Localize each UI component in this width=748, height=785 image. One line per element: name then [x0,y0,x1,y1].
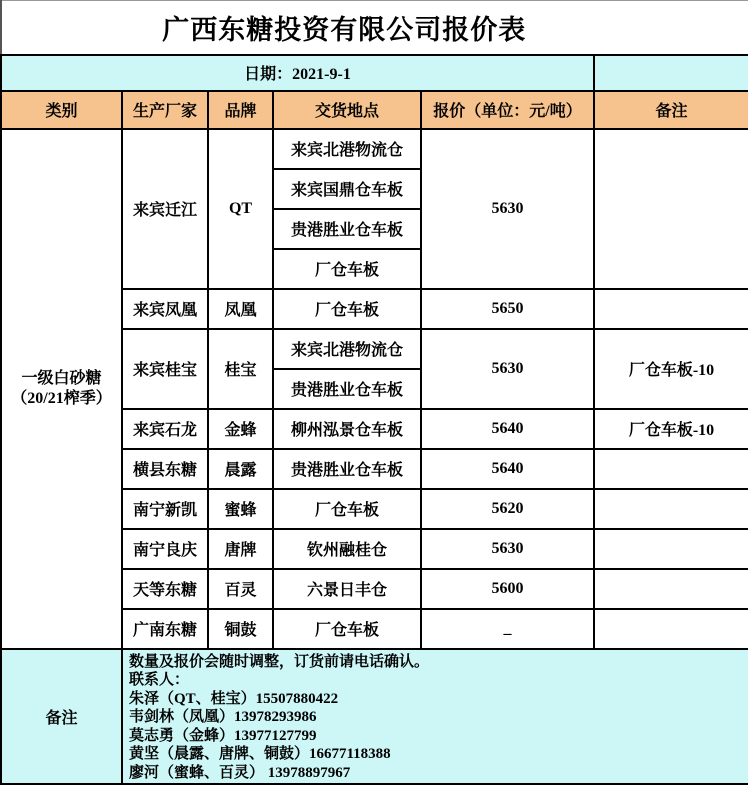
cell-remark [594,449,748,489]
cell-brand: 金蜂 [208,409,273,449]
cell-price: 5630 [421,329,594,409]
cell-manufacturer: 广南东糖 [122,609,208,649]
cell-location: 贵港胜业仓车板 [273,369,421,409]
cell-manufacturer: 来宾石龙 [122,409,208,449]
category-cell [1,129,122,649]
cell-manufacturer: 横县东糖 [122,449,208,489]
cell-brand: 百灵 [208,569,273,609]
cell-manufacturer: 南宁良庆 [122,529,208,569]
date-row [1,55,748,91]
column-header-row [1,91,748,129]
cell-remark: 厂仓车板-10 [594,329,748,409]
cell-location: 厂仓车板 [273,489,421,529]
cell-remark [594,569,748,609]
cell-price: 5620 [421,489,594,529]
cell-price: 5650 [421,289,594,329]
cell-brand: 蜜蜂 [208,489,273,529]
header-category: 类别 [1,91,122,129]
cell-price: 5630 [421,129,594,289]
cell-price: 5600 [421,569,594,609]
table-row [1,129,748,169]
cell-location: 厂仓车板 [273,249,421,289]
header-location: 交货地点 [273,91,421,129]
header-remark: 备注 [594,91,748,129]
cell-brand: 凤凰 [208,289,273,329]
cell-remark [594,489,748,529]
header-price: 报价（单位：元/吨） [421,91,594,129]
footer-note-line: 联系人： [129,672,190,689]
cell-price: 5640 [421,449,594,489]
cell-location: 厂仓车板 [273,609,421,649]
cell-location: 贵港胜业仓车板 [273,209,421,249]
cell-manufacturer: 来宾桂宝 [122,329,208,409]
cell-brand: 晨露 [208,449,273,489]
cell-manufacturer: 南宁新凯 [122,489,208,529]
cell-manufacturer: 来宾凤凰 [122,289,208,329]
header-brand: 品牌 [208,91,273,129]
category-line1: 一级白砂糖 [21,369,102,387]
header-manufacturer: 生产厂家 [122,91,208,129]
cell-location: 钦州融桂仓 [273,529,421,569]
cell-brand: QT [208,129,273,289]
cell-brand: 铜鼓 [208,609,273,649]
date-label: 日期：2021-9-1 [1,55,594,91]
footer-note-line: 廖河（蜜蜂、百灵） 13978897967 [129,765,351,782]
footer-label: 备注 [1,649,122,784]
footer-note-line: 朱泽（QT、桂宝）15507880422 [129,690,339,707]
cell-remark [594,129,748,289]
cell-location: 六景日丰仓 [273,569,421,609]
footer-note-line: 黄坚（晨露、唐牌、铜鼓）16677118388 [129,746,391,763]
cell-price: _ [421,609,594,649]
footer-notes [122,649,748,784]
cell-brand: 唐牌 [208,529,273,569]
cell-manufacturer: 天等东糖 [122,569,208,609]
footer-note-line: 数量及报价会随时调整，订货前请电话确认。 [129,653,430,670]
cell-location: 柳州泓景仓车板 [273,409,421,449]
cell-price: 5640 [421,409,594,449]
page-title: 广西东糖投资有限公司报价表 [1,1,748,55]
cell-remark: 厂仓车板-10 [594,409,748,449]
cell-location: 贵港胜业仓车板 [273,449,421,489]
cell-remark [594,609,748,649]
title-row [1,1,748,55]
cell-remark [594,529,748,569]
footer-note-line: 莫志勇（金蜂）13977127799 [129,727,317,744]
cell-price: 5630 [421,529,594,569]
cell-location: 来宾北港物流仓 [273,329,421,369]
category-line2: （20/21榨季） [11,389,112,407]
cell-location: 来宾北港物流仓 [273,129,421,169]
footer-row [1,649,748,784]
cell-remark [594,289,748,329]
date-empty-cell [594,55,748,91]
cell-location: 来宾国鼎仓车板 [273,169,421,209]
cell-manufacturer: 来宾迁江 [122,129,208,289]
cell-brand: 桂宝 [208,329,273,409]
cell-location: 厂仓车板 [273,289,421,329]
footer-note-line: 韦剑林（凤凰）13978293986 [129,709,317,726]
